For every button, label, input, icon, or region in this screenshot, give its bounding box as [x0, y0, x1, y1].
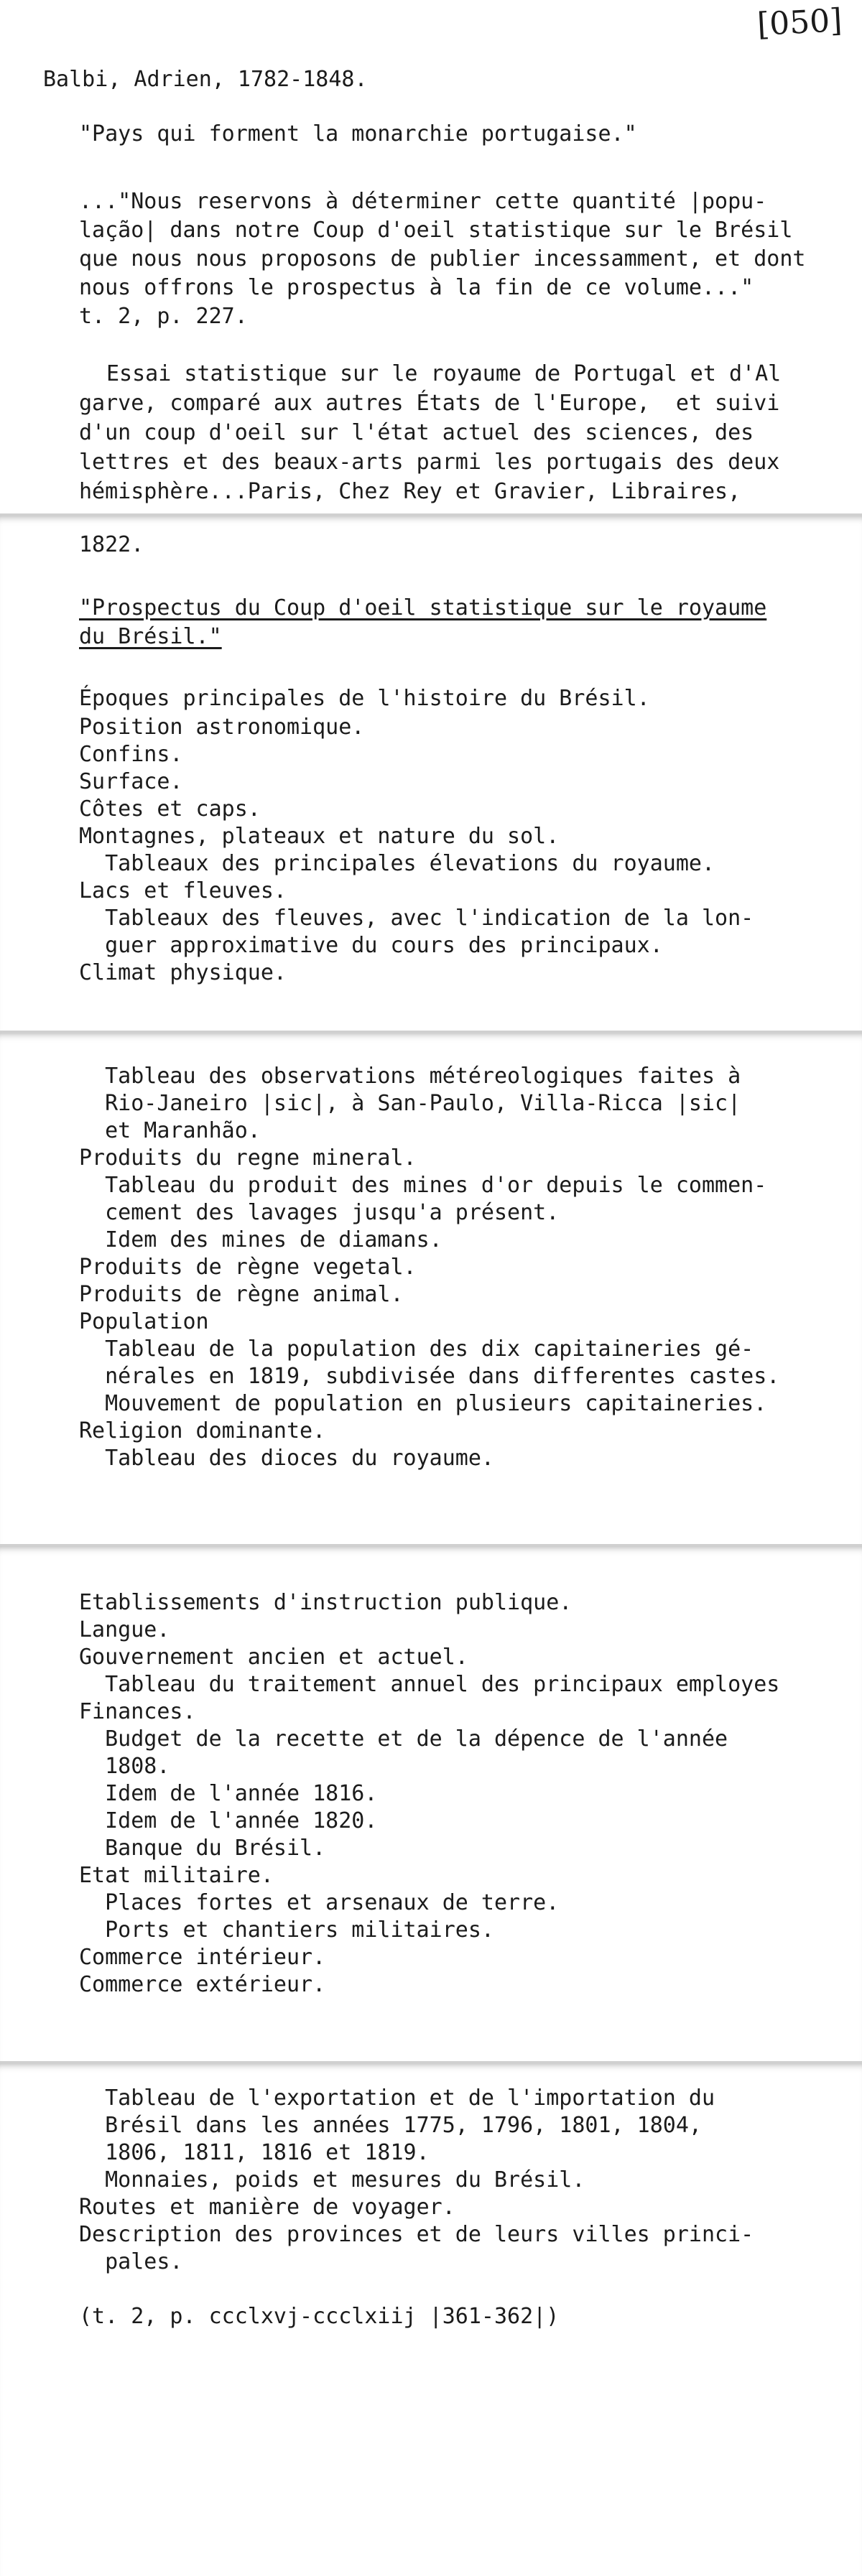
contents-item: Commerce extérieur. — [79, 1972, 326, 1997]
contents-item: Côtes et caps. — [79, 796, 261, 822]
quote-line: que nous nous proposons de publier incessamment, et dont — [79, 246, 806, 271]
card-strip-5 — [0, 2061, 862, 2576]
contents-item: Ports et chantiers militaires. — [79, 1917, 494, 1943]
contents-item: cement des lavages jusqu'a présent. — [79, 1200, 560, 1225]
source-line: hémisphère...Paris, Chez Rey et Gravier, Libraires, — [79, 479, 741, 504]
contents-item: Idem des mines de diamans. — [79, 1227, 442, 1252]
contents-item: 1808. — [79, 1754, 170, 1779]
source-line: Essai statistique sur le royaume de Portugal et d'Al — [106, 361, 782, 386]
contents-item: Places fortes et arsenaux de terre. — [79, 1890, 560, 1915]
contents-item: Etat militaire. — [79, 1863, 274, 1888]
contents-item: Idem de l'année 1816. — [79, 1781, 378, 1806]
contents-item: Budget de la recette et de la dépence de l'année — [79, 1726, 728, 1752]
contents-item: Religion dominante. — [79, 1418, 326, 1443]
contents-item: pales. — [79, 2249, 183, 2274]
source-line: garve, comparé aux autres États de l'Europe, et suivi — [79, 391, 780, 416]
source-line: d'un coup d'oeil sur l'état actuel des sciences, des — [79, 420, 754, 445]
prospectus-title-line: "Prospectus du Coup d'oeil statistique sur le royaume — [79, 595, 767, 620]
contents-item: 1806, 1811, 1816 et 1819. — [79, 2140, 430, 2165]
card-strip-3 — [0, 1031, 862, 1544]
contents-item: Banque du Brésil. — [79, 1836, 326, 1861]
contents-item: nérales en 1819, subdivisée dans differentes castes. — [79, 1364, 780, 1389]
contents-item: Idem de l'année 1820. — [79, 1808, 378, 1833]
quote-line: lação| dans notre Coup d'oeil statistique sur le Brésil — [79, 218, 793, 243]
contents-item: Tableau des observations météreologiques faites à — [79, 1064, 741, 1089]
contents-item: Tableaux des principales élevations du royaume. — [79, 851, 715, 876]
author-heading: Balbi, Adrien, 1782-1848. — [43, 67, 368, 92]
contents-item: Produits du regne mineral. — [79, 1145, 417, 1171]
contents-item: Tableau du produit des mines d'or depuis le commen- — [79, 1173, 767, 1198]
contents-item: Montagnes, plateaux et nature du sol. — [79, 824, 560, 849]
contents-item: Surface. — [79, 769, 183, 794]
contents-item: et Maranhão. — [79, 1118, 261, 1143]
contents-item: Tableau du traitement annuel des principaux employes — [79, 1672, 780, 1697]
source-line: lettres et des beaux-arts parmi les portugais des deux — [79, 450, 780, 475]
contents-item: Rio-Janeiro |sic|, à San-Paulo, Villa-Ricca |sic| — [79, 1091, 741, 1116]
contents-item: guer approximative du cours des principaux. — [79, 933, 663, 958]
card-strip-1 — [0, 0, 862, 513]
contents-item: Tableaux des fleuves, avec l'indication de la lon- — [79, 906, 754, 931]
contents-item: Position astronomique. — [79, 715, 365, 740]
contents-item: Finances. — [79, 1699, 196, 1724]
contents-item: Description des provinces et de leurs villes princi- — [79, 2222, 754, 2247]
contents-item: Lacs et fleuves. — [79, 878, 287, 903]
contents-item: Tableau des dioces du royaume. — [79, 1446, 494, 1471]
prospectus-title-line: du Brésil." — [79, 624, 222, 649]
quote-line: t. 2, p. 227. — [79, 304, 248, 329]
contents-item: Population — [79, 1309, 209, 1334]
card-strip-4 — [0, 1544, 862, 2061]
contents-item: Tableau de la population des dix capitaineries gé- — [79, 1336, 754, 1362]
quote-title: "Pays qui forment la monarchie portugaise." — [79, 121, 637, 147]
contents-item: Monnaies, poids et mesures du Brésil. — [79, 2167, 585, 2193]
contents-item: Routes et manière de voyager. — [79, 2195, 455, 2220]
contents-item: Époques principales de l'histoire du Brésil. — [79, 686, 650, 711]
publication-year: 1822. — [79, 532, 144, 557]
citation: (t. 2, p. ccclxvj-ccclxiij |361-362|) — [79, 2304, 560, 2329]
contents-item: Mouvement de population en plusieurs capitaineries. — [79, 1391, 767, 1416]
card-strip-2 — [0, 513, 862, 1031]
contents-item: Gouvernement ancien et actuel. — [79, 1645, 468, 1670]
quote-line: nous offrons le prospectus à la fin de ce volume..." — [79, 275, 754, 300]
contents-item: Produits de règne animal. — [79, 1282, 404, 1307]
contents-item: Etablissements d'instruction publique. — [79, 1590, 573, 1615]
contents-item: Commerce intérieur. — [79, 1945, 326, 1970]
contents-item: Langue. — [79, 1617, 170, 1642]
quote-line: ..."Nous reservons à déterminer cette quantité |popu- — [79, 189, 767, 214]
contents-item: Brésil dans les années 1775, 1796, 1801, 1804, — [79, 2113, 702, 2138]
contents-item: Confins. — [79, 742, 183, 767]
card-number: [050] — [756, 1, 843, 44]
contents-item: Produits de règne vegetal. — [79, 1255, 417, 1280]
contents-item: Climat physique. — [79, 960, 287, 985]
contents-item: Tableau de l'exportation et de l'importation du — [79, 2086, 715, 2111]
